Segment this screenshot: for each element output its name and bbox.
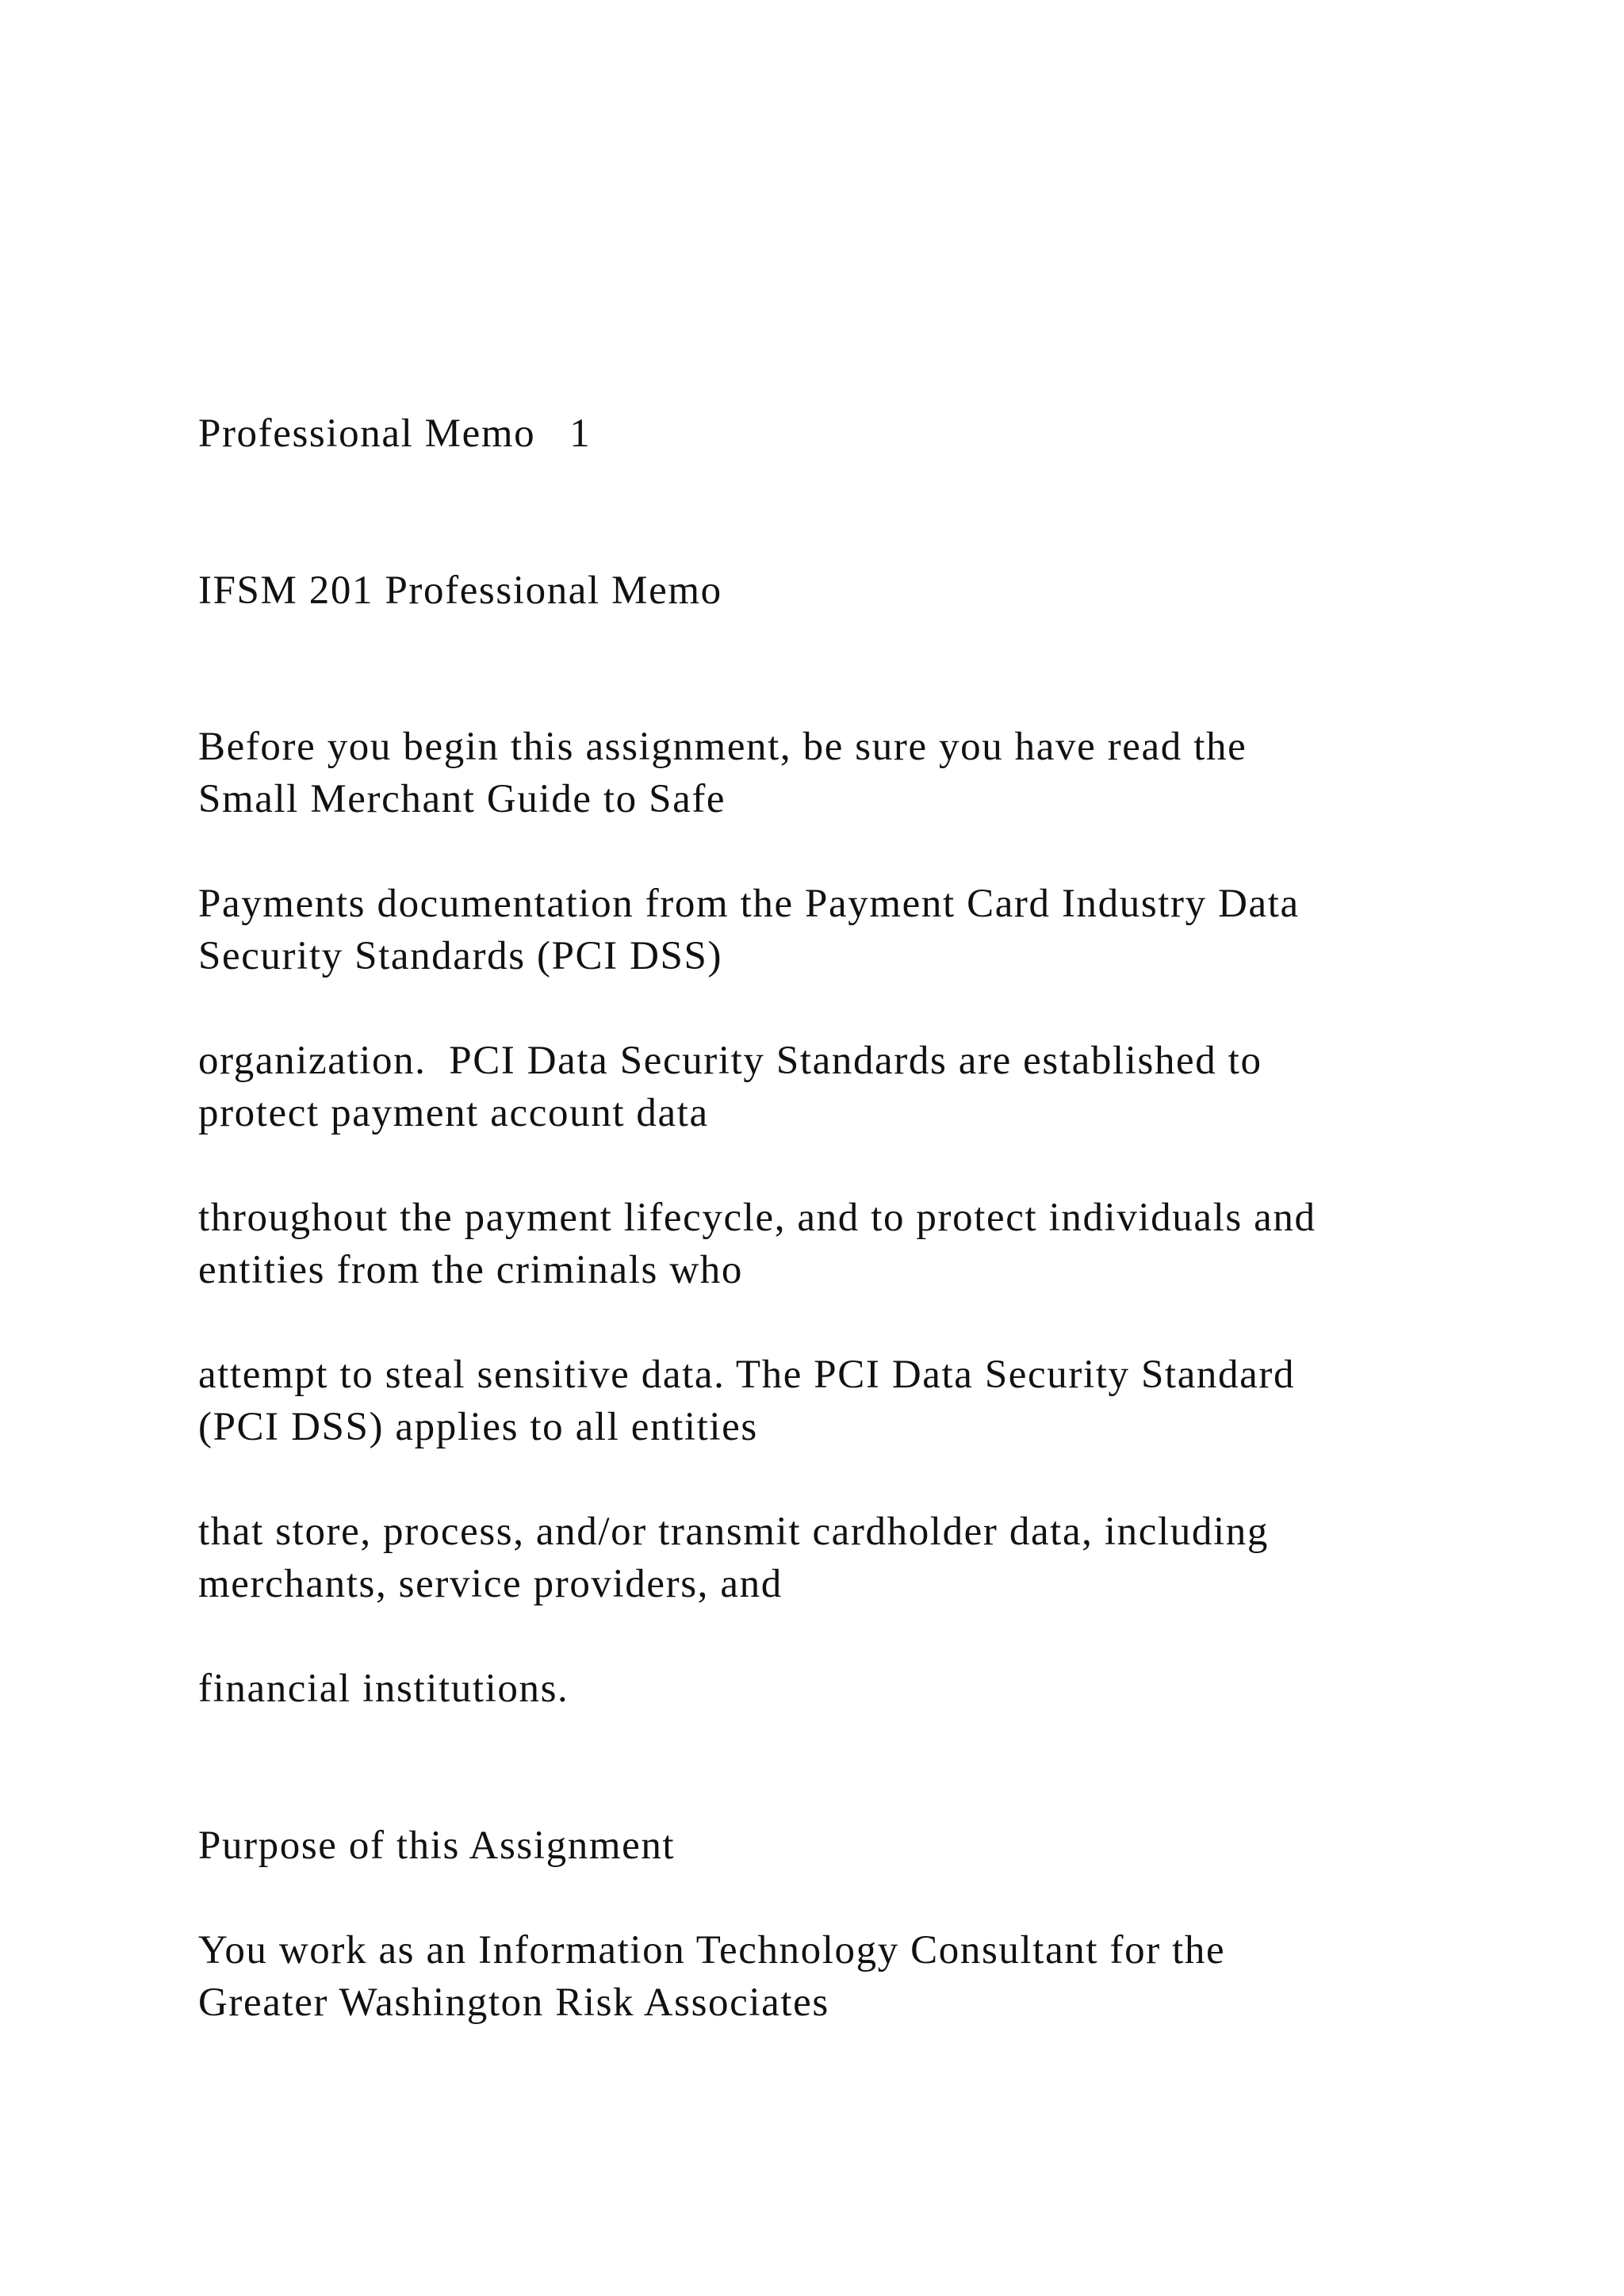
intro-line-11: that store, process, and/or transmit cardholder data, including (198, 1510, 1269, 1554)
intro-line-1: Before you begin this assignment, be sure you have read the (198, 725, 1247, 769)
intro-line-8: entities from the criminals who (198, 1248, 743, 1292)
intro-line-2: Small Merchant Guide to Safe (198, 777, 726, 821)
intro-line-7: throughout the payment lifecycle, and to protect individuals and (198, 1196, 1316, 1240)
body-line-2: Greater Washington Risk Associates (198, 1980, 829, 2025)
intro-line-12: merchants, service providers, and (198, 1562, 783, 1606)
running-head: Professional Memo 1 (198, 411, 592, 456)
intro-line-5: organization. PCI Data Security Standards are established to (198, 1039, 1262, 1083)
body-line-1: You work as an Information Technology Consultant for the (198, 1928, 1226, 1973)
document-title: IFSM 201 Professional Memo (198, 568, 722, 613)
intro-line-9: attempt to steal sensitive data. The PCI Data Security Standard (198, 1353, 1296, 1397)
section-heading: Purpose of this Assignment (198, 1823, 676, 1868)
intro-line-4: Security Standards (PCI DSS) (198, 934, 723, 978)
intro-line-10: (PCI DSS) applies to all entities (198, 1405, 758, 1449)
intro-line-6: protect payment account data (198, 1091, 709, 1135)
intro-line-3: Payments documentation from the Payment Card Industry Data (198, 882, 1300, 926)
intro-line-13: financial institutions. (198, 1667, 569, 1711)
